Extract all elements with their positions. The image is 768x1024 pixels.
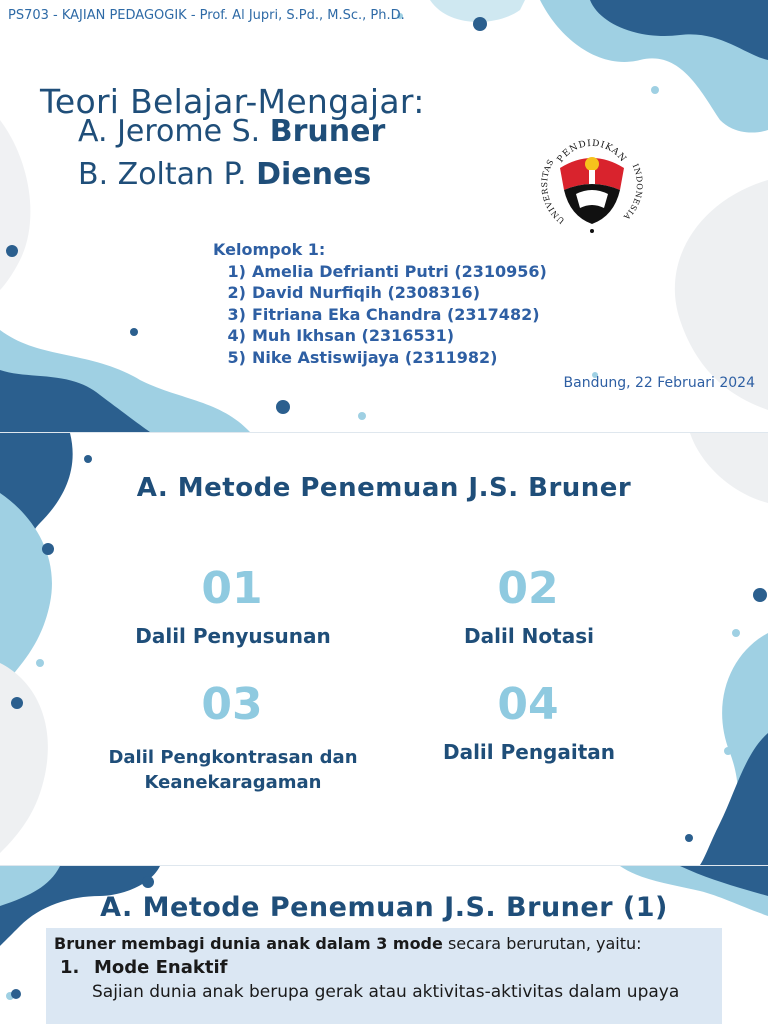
mode-heading (54, 957, 714, 978)
logo-left-text: UNIVERSITAS (540, 157, 567, 226)
member-name: David Nurfiqih (2308316) (252, 283, 480, 302)
topic-b-name: Dienes (256, 157, 372, 192)
section-title: A. Metode Penemuan J.S. Bruner (1) (100, 892, 668, 923)
logo-right-text: INDONESIA (621, 162, 645, 222)
member-number: 1) (227, 261, 246, 281)
content-box (46, 928, 722, 1024)
topic-a-prefix: A. Jerome S. (78, 114, 261, 149)
topic-b (78, 157, 371, 192)
slide-title (0, 0, 768, 432)
slide-methods (0, 433, 768, 865)
presentation-title: Teori Belajar-Mengajar: (40, 82, 425, 121)
member-number: 4) (227, 326, 246, 345)
item-label-dalil-pengaitan: Dalil Pengaitan (442, 740, 616, 764)
group-label: Kelompok 1: (213, 240, 326, 259)
member-item (213, 282, 547, 304)
member-list (213, 261, 547, 369)
member-item (213, 347, 547, 369)
member-item (213, 261, 547, 283)
member-item (213, 304, 547, 326)
member-number: 3) (227, 304, 246, 324)
member-name: Fitriana Eka Chandra (2317482) (252, 304, 540, 324)
item-label-dalil-penyusunan: Dalil Penyusunan (135, 624, 331, 648)
item-label-dalil-notasi: Dalil Notasi (464, 624, 594, 648)
course-header: PS703 - KAJIAN PEDAGOGIK - Prof. Al Jupri, S.Pd., M.Sc., Ph.D. (8, 8, 405, 23)
group-members (213, 239, 547, 368)
intro-line (54, 934, 714, 953)
topic-b-prefix: B. Zoltan P. (78, 157, 247, 192)
member-name: Muh Ikhsan (2316531) (252, 326, 455, 345)
topic-a (78, 114, 385, 149)
member-item (213, 325, 547, 347)
item-number-02: 02 (497, 563, 559, 614)
mode-number: 1. (60, 957, 80, 978)
section-title: A. Metode Penemuan J.S. Bruner (136, 473, 632, 503)
presentation-date: Bandung, 22 Februari 2024 (563, 375, 755, 391)
item-label-dalil-pengkontrasan: Dalil Pengkontrasan dan Keanekaragaman (108, 747, 358, 793)
item-number-03: 03 (201, 679, 263, 730)
member-number: 2) (227, 283, 246, 302)
item-number-01: 01 (201, 563, 263, 614)
member-name: Amelia Defrianti Putri (2310956) (252, 261, 547, 281)
mode-title: Mode Enaktif (94, 957, 228, 978)
item-number-04: 04 (497, 679, 559, 730)
university-logo (538, 128, 646, 236)
logo-top-text: PENDIDIKAN (555, 138, 629, 165)
member-name: Nike Astiswijaya (2311982) (252, 347, 498, 367)
mode-description: Sajian dunia anak berupa gerak atau aktivitas-aktivitas dalam upaya (92, 982, 680, 1002)
intro-bold: Bruner membagi dunia anak dalam 3 mode (54, 934, 443, 953)
slide-bruner-modes (0, 866, 768, 1024)
svg-text:INDONESIA (621, 163, 644, 222)
member-number: 5) (227, 347, 246, 367)
intro-rest: secara berurutan, yaitu: (442, 934, 642, 953)
topic-a-name: Bruner (269, 114, 386, 149)
